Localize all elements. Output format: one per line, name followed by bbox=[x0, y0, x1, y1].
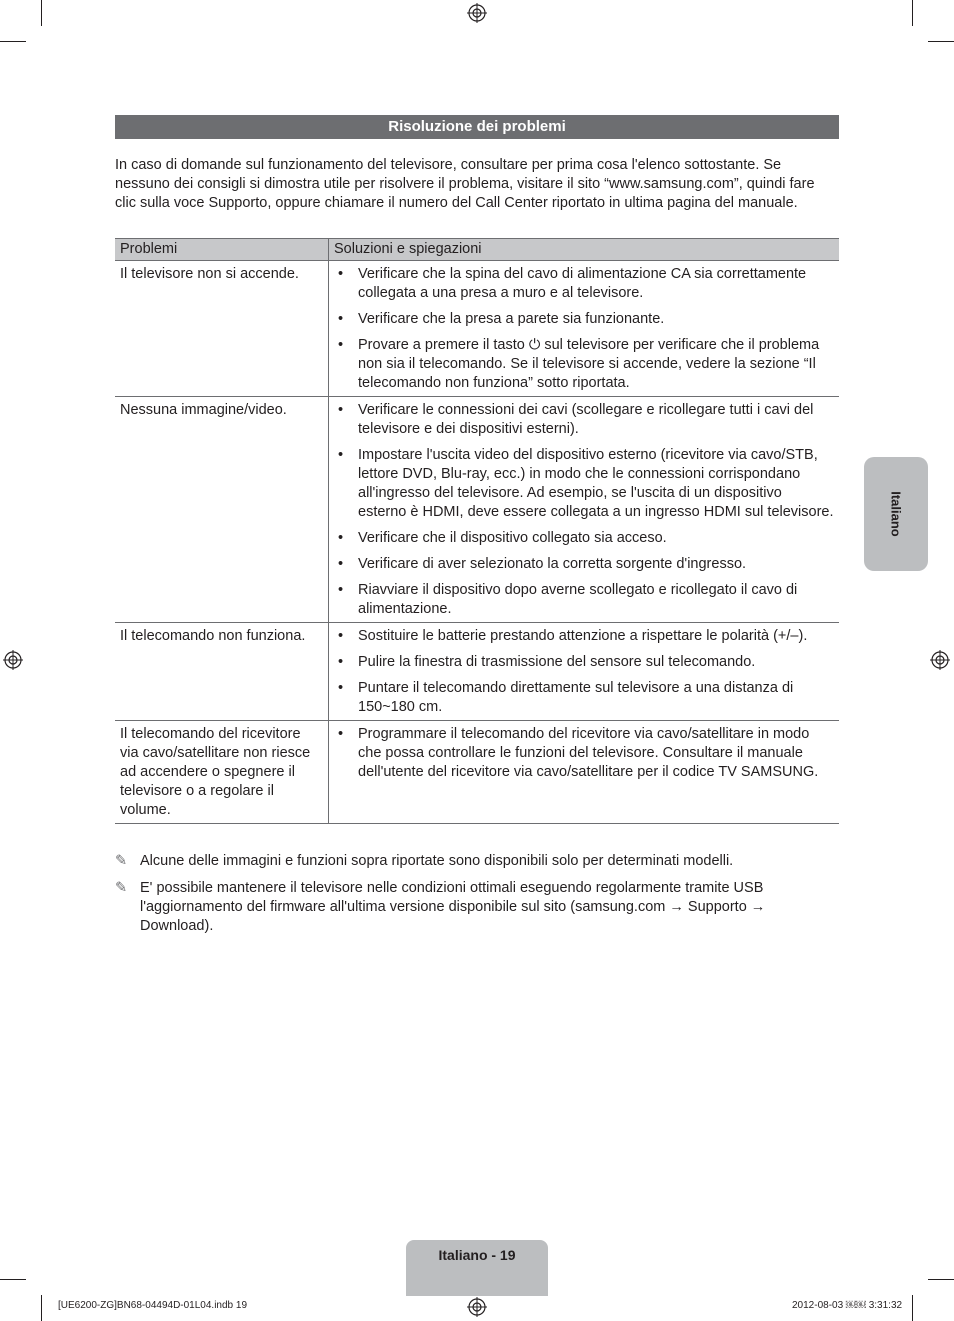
bullet-icon: • bbox=[338, 447, 344, 463]
solution-text: Sostituire le batterie prestando attenzione a rispettare le polarità (+/–). bbox=[358, 628, 808, 644]
problem-cell: Il televisore non si accende. bbox=[115, 261, 329, 397]
pencil-icon: ✎ bbox=[115, 853, 128, 869]
bullet-icon: • bbox=[338, 402, 344, 418]
solution-text: Verificare che la spina del cavo di alimentazione CA sia correttamente collegata a una presa a muro e al televisore. bbox=[358, 266, 807, 301]
bullet-icon: • bbox=[338, 628, 344, 644]
bullet-icon: • bbox=[338, 654, 344, 670]
solution-text: Puntare il telecomando direttamente sul televisore a una distanza di 150~180 cm. bbox=[358, 680, 794, 715]
pencil-icon: ✎ bbox=[115, 880, 128, 896]
solution-item bbox=[334, 529, 834, 548]
language-side-tab bbox=[864, 457, 928, 571]
solution-text: Riavviare il dispositivo dopo averne scollegato e ricollegato il cavo di alimentazione. bbox=[358, 582, 798, 617]
solution-text: Verificare che la presa a parete sia funzionante. bbox=[358, 311, 665, 327]
language-tab-label: Italiano bbox=[888, 491, 904, 537]
solution-item bbox=[334, 679, 834, 717]
solution-item bbox=[334, 581, 834, 619]
notes-list bbox=[115, 852, 835, 944]
solutions-cell bbox=[329, 261, 840, 397]
table-row bbox=[115, 721, 839, 824]
crop-mark bbox=[41, 0, 42, 26]
solution-text: Pulire la finestra di trasmissione del sensore sul telecomando. bbox=[358, 654, 756, 670]
solution-text: Impostare l'uscita video del dispositivo esterno (ricevitore via cavo/STB, lettore DVD, Blu-ray, ecc.) in modo che le connessioni corrispondano all'ingresso del televisore. Ad esempio, se l'uscita di un dispositivo esterno è HDMI, deve essere collegata a un ingresso HDMI sul televisore. bbox=[358, 447, 834, 520]
crop-mark bbox=[0, 41, 26, 42]
section-title: Risoluzione dei problemi bbox=[115, 115, 839, 139]
column-header-problems: Problemi bbox=[115, 239, 329, 261]
registration-mark-icon bbox=[3, 650, 23, 670]
registration-mark-icon bbox=[467, 1297, 487, 1317]
solution-item bbox=[334, 555, 834, 574]
print-timestamp: 2012-08-03 ￼￼ 3:31:32 bbox=[792, 1300, 903, 1311]
crop-mark bbox=[928, 1279, 954, 1280]
crop-mark bbox=[912, 1295, 913, 1321]
note-item bbox=[115, 852, 835, 871]
table-row bbox=[115, 623, 839, 721]
bullet-icon: • bbox=[338, 311, 344, 327]
solution-text: Verificare di aver selezionato la corretta sorgente d'ingresso. bbox=[358, 556, 747, 572]
solution-item bbox=[334, 265, 834, 303]
problem-cell: Il telecomando non funziona. bbox=[115, 623, 329, 721]
bullet-icon: • bbox=[338, 337, 344, 353]
table-row bbox=[115, 397, 839, 623]
print-file-info: [UE6200-ZG]BN68-04494D-01L04.indb 19 bbox=[58, 1300, 248, 1311]
registration-mark-icon bbox=[467, 3, 487, 23]
column-header-solutions: Soluzioni e spiegazioni bbox=[329, 239, 840, 261]
note-item bbox=[115, 879, 835, 936]
problem-cell: Il telecomando del ricevitore via cavo/satellitare non riesce ad accendere o spegnere il televisore o a regolare il volume. bbox=[115, 721, 329, 824]
crop-mark bbox=[912, 0, 913, 26]
solution-item bbox=[334, 725, 834, 782]
bullet-icon: • bbox=[338, 556, 344, 572]
bullet-icon: • bbox=[338, 680, 344, 696]
bullet-icon: • bbox=[338, 582, 344, 598]
solutions-cell bbox=[329, 721, 840, 824]
crop-mark bbox=[41, 1295, 42, 1321]
solution-text: Verificare che il dispositivo collegato sia acceso. bbox=[358, 530, 667, 546]
solution-item bbox=[334, 401, 834, 439]
solution-text: Verificare le connessioni dei cavi (scollegare e ricollegare tutti i cavi del televisore e dei dispositivi esterni). bbox=[358, 402, 814, 437]
bullet-icon: • bbox=[338, 266, 344, 282]
solution-item bbox=[334, 310, 834, 329]
solution-text: Programmare il telecomando del ricevitore via cavo/satellitare in modo che possa controllare le funzioni del televisore. Consultare il manuale dell'utente del ricevitore via cavo/satellitare per il codice TV SAMSUNG. bbox=[358, 726, 819, 780]
note-text: E' possibile mantenere il televisore nelle condizioni ottimali eseguendo regolarmente tramite USB l'aggiornamento del firmware all'ultima versione disponibile sul sito (samsung.com → Supporto → Download). bbox=[140, 880, 766, 934]
problem-cell: Nessuna immagine/video. bbox=[115, 397, 329, 623]
table-header-row bbox=[115, 239, 839, 261]
solution-item bbox=[334, 336, 834, 393]
solutions-cell bbox=[329, 397, 840, 623]
intro-paragraph: In caso di domande sul funzionamento del televisore, consultare per prima cosa l'elenco sottostante. Se nessuno dei consigli si dimostra utile per risolvere il problema, visitare il sito “www.samsung.com”, quindi fare clic sulla voce Supporto, oppure chiamare il numero del Call Center riportato in ultima pagina del manuale. bbox=[115, 157, 815, 211]
bullet-icon: • bbox=[338, 530, 344, 546]
crop-mark bbox=[928, 41, 954, 42]
solution-text: Provare a premere il tasto ⏻ sul televisore per verificare che il problema non sia il telecomando. Se il televisore si accende, vedere la sezione “Il telecomando non funziona” sotto riportata. bbox=[358, 337, 820, 391]
crop-mark bbox=[0, 1279, 26, 1280]
solution-item bbox=[334, 446, 834, 522]
solution-item bbox=[334, 653, 834, 672]
bullet-icon: • bbox=[338, 726, 344, 742]
page-number-tab: Italiano - 19 bbox=[406, 1240, 548, 1296]
solutions-cell bbox=[329, 623, 840, 721]
note-text: Alcune delle immagini e funzioni sopra riportate sono disponibili solo per determinati modelli. bbox=[140, 853, 734, 869]
solution-item bbox=[334, 627, 834, 646]
troubleshooting-table bbox=[115, 238, 839, 824]
table-row bbox=[115, 261, 839, 397]
registration-mark-icon bbox=[930, 650, 950, 670]
